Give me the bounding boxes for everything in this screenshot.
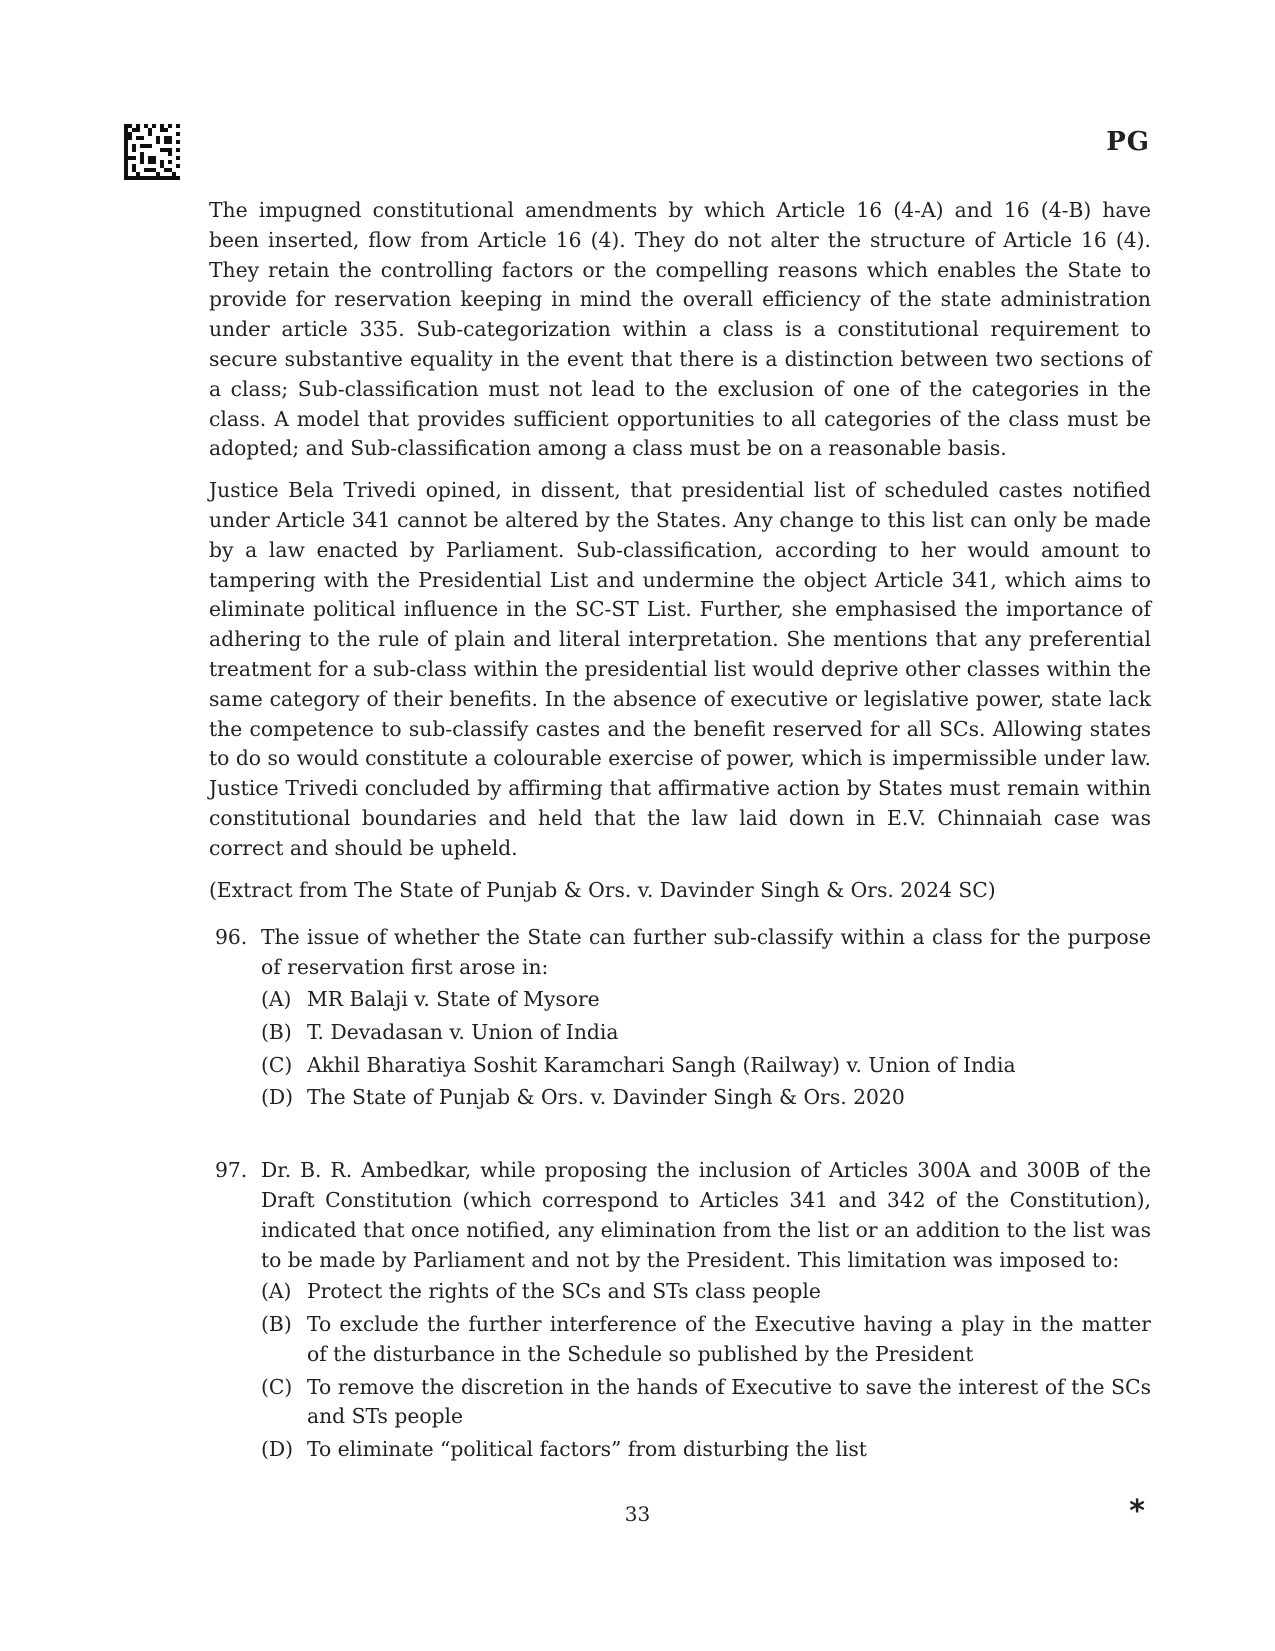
question-text: Dr. B. R. Ambedkar, while proposing the inclusion of Articles 300A and 300B of the Draft Constitution (which correspond to Articles 341 and 342 of the Constitution), indicated that once notified, any elimination from the list or an addition to the list was to be made by Parliament and not by the President. This limitation was imposed to:: [261, 1158, 1151, 1272]
question-number: 97.: [215, 1158, 248, 1183]
option-list: [261, 985, 1151, 1113]
question-97: [209, 1156, 1151, 1465]
option-text: Akhil Bharatiya Soshit Karamchari Sangh (Railway) v. Union of India: [307, 1052, 1016, 1077]
passage-paragraph: The impugned constitutional amendments by which Article 16 (4-A) and 16 (4-B) have been inserted, flow from Article 16 (4). They do not alter the structure of Article 16 (4). They retain the controlling factors or the compelling reasons which enables the State to provide for reservation keeping in mind the overall efficiency of the state administration under article 335. Sub-categorization within a class is a constitutional requirement to secure substantive equality in the event that there is a distinction between two sections of a class; Sub-classification must not lead to the exclusion of one of the categories in the class. A model that provides sufficient opportunities to all categories of the class must be adopted; and Sub-classification among a class must be on a reasonable basis.: [209, 198, 1151, 461]
option-text: T. Devadasan v. Union of India: [307, 1019, 619, 1044]
option-text: MR Balaji v. State of Mysore: [307, 986, 600, 1011]
option-letter: (A): [261, 1279, 292, 1304]
option-letter: (B): [261, 1312, 292, 1337]
question-96: [209, 923, 1151, 1113]
question-text: The issue of whether the State can further sub-classify within a class for the purpose of reservation first arose in:: [261, 925, 1151, 980]
question-spacer: [209, 1116, 1151, 1146]
datamatrix-barcode-icon: [124, 124, 180, 180]
option-list: [261, 1277, 1151, 1465]
question-number: 96.: [215, 925, 248, 950]
option-letter: (B): [261, 1019, 292, 1044]
passage-paragraph: Justice Bela Trivedi opined, in dissent, that presidential list of scheduled castes notified under Article 341 cannot be altered by the States. Any change to this list can only be made by a law enacted by Parliament. Sub-classification, according to her would amount to tampering with the Presidential List and undermine the object Article 341, which aims to eliminate political influence in the SC-ST List. Further, she emphasised the importance of adhering to the rule of plain and literal interpretation. She mentions that any preferential treatment for a sub-class within the presidential list would deprive other classes within the same category of their benefits. In the absence of executive or legislative power, state lack the competence to sub-classify castes and the benefit reserved for all SCs. Allowing states to do so would constitute a colourable exercise of power, which is impermissible under law. Justice Trivedi concluded by affirming that affirmative action by States must remain within constitutional boundaries and held that the law laid down in E.V. Chinnaiah case was correct and should be upheld.: [209, 478, 1151, 860]
option-c[interactable]: [261, 1373, 1151, 1433]
asterisk-mark: *: [1129, 1494, 1145, 1529]
option-letter: (C): [261, 1374, 293, 1399]
page-content: [209, 196, 1151, 1468]
option-a[interactable]: [261, 985, 1151, 1015]
option-text: Protect the rights of the SCs and STs class people: [307, 1279, 821, 1304]
option-d[interactable]: [261, 1083, 1151, 1113]
passage-source: (Extract from The State of Punjab & Ors. v. Davinder Singh & Ors. 2024 SC): [209, 877, 996, 902]
option-text: To exclude the further interference of the Executive having a play in the matter of the disturbance in the Schedule so published by the President: [307, 1312, 1151, 1366]
option-letter: (D): [261, 1085, 294, 1110]
option-text: The State of Punjab & Ors. v. Davinder Singh & Ors. 2020: [307, 1085, 905, 1110]
option-a[interactable]: [261, 1277, 1151, 1307]
option-c[interactable]: [261, 1051, 1151, 1081]
page-number: 33: [624, 1502, 651, 1526]
option-letter: (C): [261, 1052, 293, 1077]
option-text: To eliminate “political factors” from disturbing the list: [307, 1437, 867, 1462]
option-letter: (A): [261, 986, 292, 1011]
paper-set-code: PG: [1106, 127, 1150, 157]
option-letter: (D): [261, 1437, 294, 1462]
option-b[interactable]: [261, 1018, 1151, 1048]
option-text: To remove the discretion in the hands of Executive to save the interest of the SCs and STs people: [307, 1374, 1151, 1429]
option-b[interactable]: [261, 1310, 1151, 1370]
option-d[interactable]: [261, 1435, 1151, 1465]
